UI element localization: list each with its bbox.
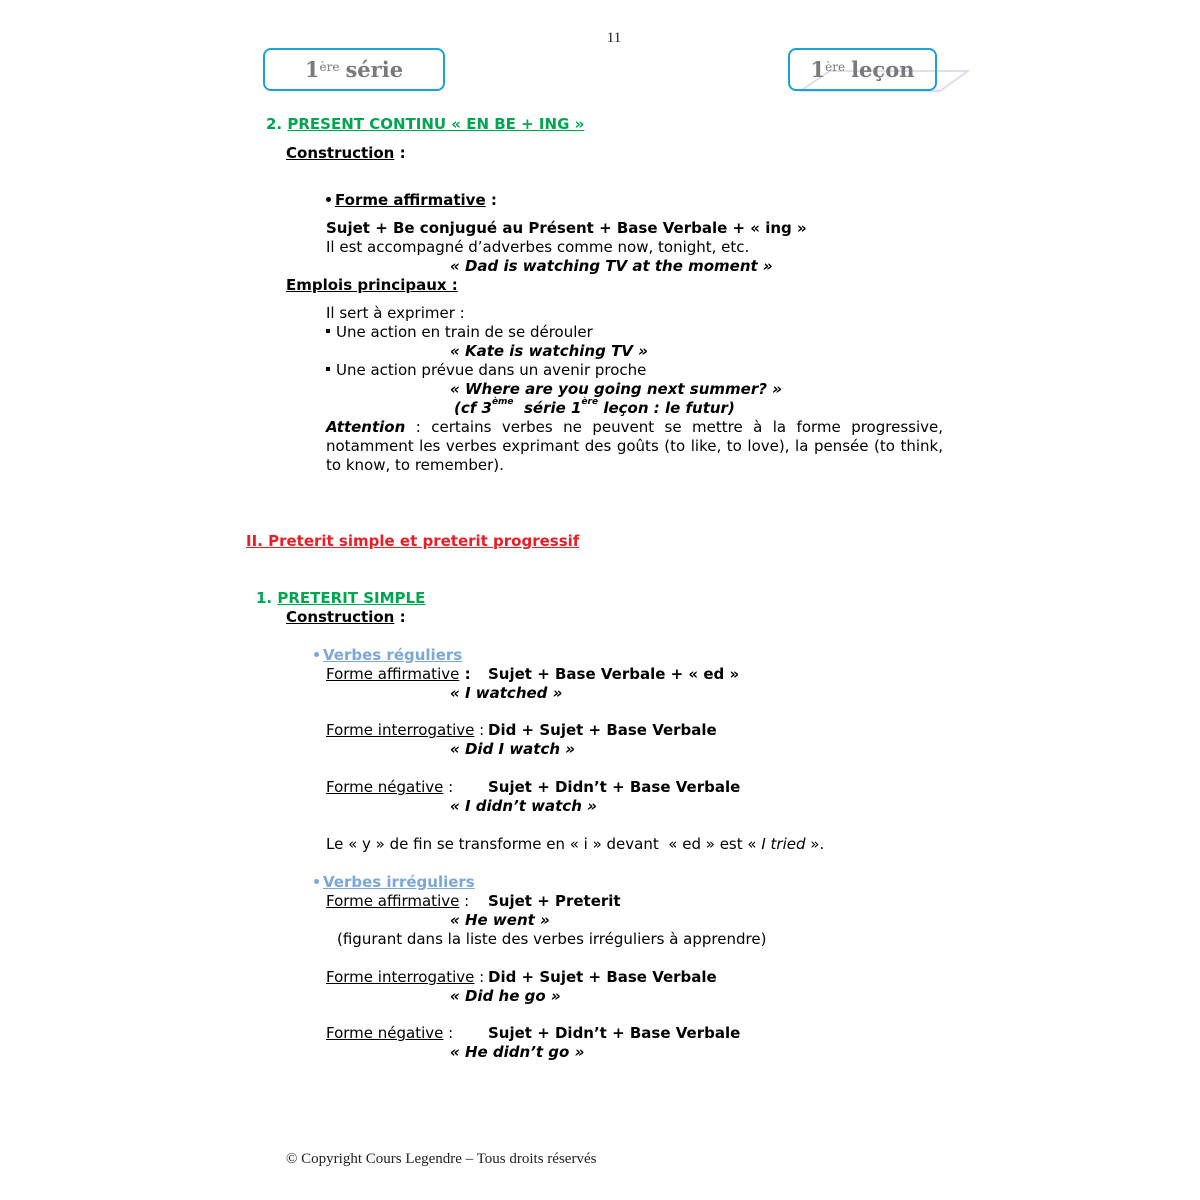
- subsection-title-preterit-simple: [256, 589, 425, 607]
- row-label: Forme négative: [326, 778, 444, 796]
- cf-mid: série 1: [513, 399, 582, 417]
- note-italic: I tried: [761, 835, 806, 853]
- row-sep: :: [443, 778, 454, 796]
- row-formula: Sujet + Base Verbale + « ed »: [488, 665, 740, 683]
- irregular-row-negative: [326, 1024, 740, 1042]
- row-label: Forme interrogative: [326, 968, 475, 986]
- use-text: Une action en train de se dérouler: [336, 323, 593, 341]
- bullet-icon: [314, 879, 319, 884]
- colon: :: [394, 144, 406, 162]
- bullet-icon: [326, 197, 331, 202]
- irregular-list-note: (figurant dans la liste des verbes irréguliers à apprendre): [337, 930, 767, 948]
- irregular-row-affirmative: [326, 892, 621, 910]
- row-formula: Sujet + Didn’t + Base Verbale: [488, 778, 741, 796]
- lecon-word: leçon: [851, 57, 915, 82]
- use-item-1: [326, 323, 593, 341]
- row-sep: :: [459, 665, 471, 683]
- use-text: Une action prévue dans un avenir proche: [336, 361, 647, 379]
- row-sep: :: [474, 968, 485, 986]
- example-he-didnt-go: « He didn’t go »: [450, 1043, 585, 1061]
- example-kate: « Kate is watching TV »: [450, 342, 648, 360]
- example-did-i-watch: « Did I watch »: [450, 740, 576, 758]
- section-title-present-continu: [266, 115, 584, 133]
- example-dad: « Dad is watching TV at the moment »: [450, 257, 773, 275]
- construction-label: Construction: [286, 608, 395, 626]
- note-post: ».: [805, 835, 825, 853]
- formula-present-continu: Sujet + Be conjugué au Présent + Base Verbale + « ing »: [326, 219, 807, 237]
- attention-label: Attention: [326, 418, 406, 436]
- cf-note: [454, 399, 735, 417]
- copyright-footer: © Copyright Cours Legendre – Tous droits réservés: [286, 1151, 597, 1167]
- construction-heading-preterit: [286, 608, 406, 626]
- uses-intro: Il sert à exprimer :: [326, 304, 465, 322]
- cf-sup1: ème: [491, 397, 514, 407]
- irregular-row-interrogative: [326, 968, 717, 986]
- lecon-number: 1: [810, 57, 826, 82]
- row-label: Forme négative: [326, 1024, 444, 1042]
- section-title-text: PRESENT CONTINU « EN BE + ING »: [287, 115, 585, 133]
- regular-row-affirmative: [326, 665, 739, 683]
- example-did-he-go: « Did he go »: [450, 987, 561, 1005]
- attention-paragraph: [326, 418, 943, 475]
- row-label: Forme interrogative: [326, 721, 475, 739]
- section-heading-preterit: II. Preterit simple et preterit progressif: [246, 532, 580, 550]
- adverbs-note: Il est accompagné d’adverbes comme now, tonight, etc.: [326, 238, 750, 256]
- example-where: « Where are you going next summer? »: [450, 380, 782, 398]
- cf-sup2: ère: [581, 397, 599, 407]
- row-label: Forme affirmative: [326, 892, 460, 910]
- subsection-title-text: PRETERIT SIMPLE: [277, 589, 426, 607]
- regular-row-interrogative: [326, 721, 717, 739]
- y-to-i-note: [326, 835, 824, 853]
- use-item-2: [326, 361, 646, 379]
- row-formula: Sujet + Preterit: [488, 892, 621, 910]
- row-sep: :: [459, 892, 470, 910]
- row-sep: :: [474, 721, 485, 739]
- forme-affirmative-label: Forme affirmative: [335, 191, 486, 209]
- irregular-verbs-title: Verbes irréguliers: [323, 873, 475, 891]
- lecon-sup: ère: [825, 59, 846, 74]
- example-he-went: « He went »: [450, 911, 550, 929]
- note-pre: Le « y » de fin se transforme en « i » devant « ed » est «: [326, 835, 762, 853]
- row-formula: Did + Sujet + Base Verbale: [488, 721, 717, 739]
- example-i-watched: « I watched »: [450, 684, 563, 702]
- subsection-number: 1.: [256, 589, 273, 607]
- emplois-heading: Emplois principaux :: [286, 276, 458, 294]
- example-i-didnt-watch: « I didn’t watch »: [450, 797, 597, 815]
- regular-row-negative: [326, 778, 740, 796]
- serie-number: 1: [304, 57, 320, 82]
- cf-pre: (cf 3: [454, 399, 492, 417]
- row-label: Forme affirmative: [326, 665, 460, 683]
- row-sep: :: [443, 1024, 454, 1042]
- construction-heading: [286, 144, 406, 162]
- regular-verbs-title: Verbes réguliers: [323, 646, 463, 664]
- serie-sup: ère: [319, 59, 340, 74]
- bullet-icon: [314, 652, 319, 657]
- row-formula: Sujet + Didn’t + Base Verbale: [488, 1024, 741, 1042]
- row-formula: Did + Sujet + Base Verbale: [488, 968, 717, 986]
- attention-text: : certains verbes ne peuvent se mettre à la forme progressive, notamment les verbes exprimant des goûts (to like, to love), la pensée (to think, to know, to remember).: [326, 418, 943, 474]
- serie-badge: [263, 48, 445, 91]
- section-number: 2.: [266, 115, 283, 133]
- serie-word: série: [345, 57, 404, 82]
- page-number: 11: [606, 30, 622, 46]
- cf-post: leçon : le futur): [598, 399, 735, 417]
- forme-affirmative-heading: Forme affirmative :: [326, 191, 497, 209]
- square-bullet-icon: [326, 367, 330, 371]
- construction-label: Construction: [286, 144, 395, 162]
- lecon-badge: [788, 48, 937, 91]
- square-bullet-icon: [326, 329, 330, 333]
- irregular-verbs-heading: [314, 873, 475, 891]
- regular-verbs-heading: [314, 646, 462, 664]
- colon: :: [394, 608, 406, 626]
